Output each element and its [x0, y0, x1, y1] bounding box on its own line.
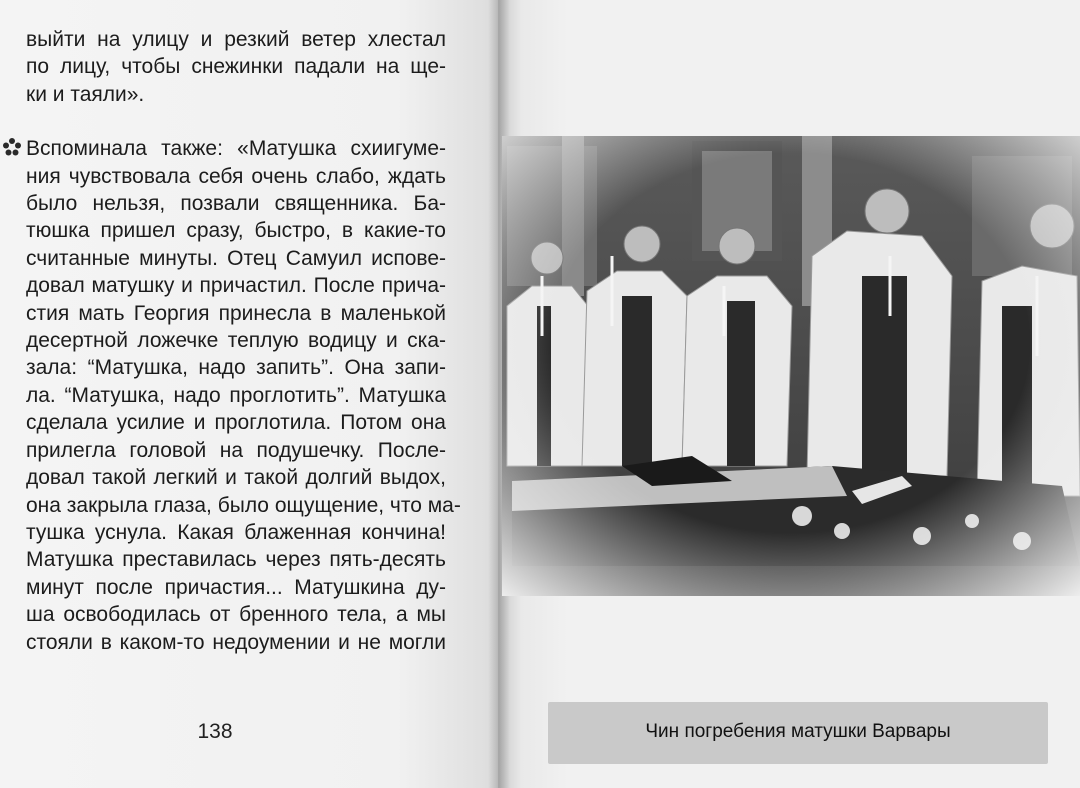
paragraph [26, 135, 461, 656]
page-number: 138 [197, 720, 233, 743]
text-line: Вспоминала также: «Матушка схиигуме- [26, 137, 446, 161]
text-line: стия мать Георгия принесла в маленькой [26, 301, 446, 325]
text-line: она закрыла глаза, было ощущение, что ма- [26, 493, 461, 517]
text-line: по лицу, чтобы снежинки падали на ще- [26, 55, 446, 79]
caption-bar [548, 702, 1048, 764]
left-page [0, 0, 498, 788]
funeral-service-photo-icon [502, 136, 1080, 596]
text-line: зала: “Матушка, надо запить”. Она запи- [26, 356, 446, 380]
text-line: ки и таяли». [26, 82, 145, 106]
text-line: выйти на улицу и резкий ветер хлестал [26, 28, 446, 51]
text-line: десертной ложечке теплую водицу и ска- [26, 329, 446, 353]
text-line: стояли в каком-то недоумении и не могли [26, 630, 446, 654]
text-line: тушка уснула. Какая блаженная кончина! [26, 520, 446, 544]
text-line: сделала усилие и проглотила. Потом она [26, 411, 446, 435]
text-line: ша освободилась от бренного тела, а мы [26, 603, 446, 627]
text-line: довал такой легкий и такой долгий выдох, [26, 466, 446, 490]
text-line: тюшка пришел сразу, быстро, в какие-то [26, 219, 446, 243]
text-line: прилегла головой на подушечку. После- [26, 438, 446, 462]
text-line: Матушка преставилась через пять-десять [26, 548, 446, 572]
text-line: довал матушку и причастил. После прича- [26, 274, 446, 298]
text-line: ла. “Матушка, надо проглотить”. Матушка [26, 383, 446, 407]
text-line: считанные минуты. Отец Самуил испове- [26, 246, 446, 270]
flower-ornament-icon [2, 137, 22, 157]
photo-caption: Чин погребения матушки Варвары [645, 721, 951, 742]
text-line: было нельзя, позвали священника. Ба- [26, 192, 446, 216]
text-line: ния чувствовала себя очень слабо, ждать [26, 164, 446, 188]
body-text [26, 26, 461, 656]
text-line: минут после причастия... Матушкина ду- [26, 575, 446, 599]
